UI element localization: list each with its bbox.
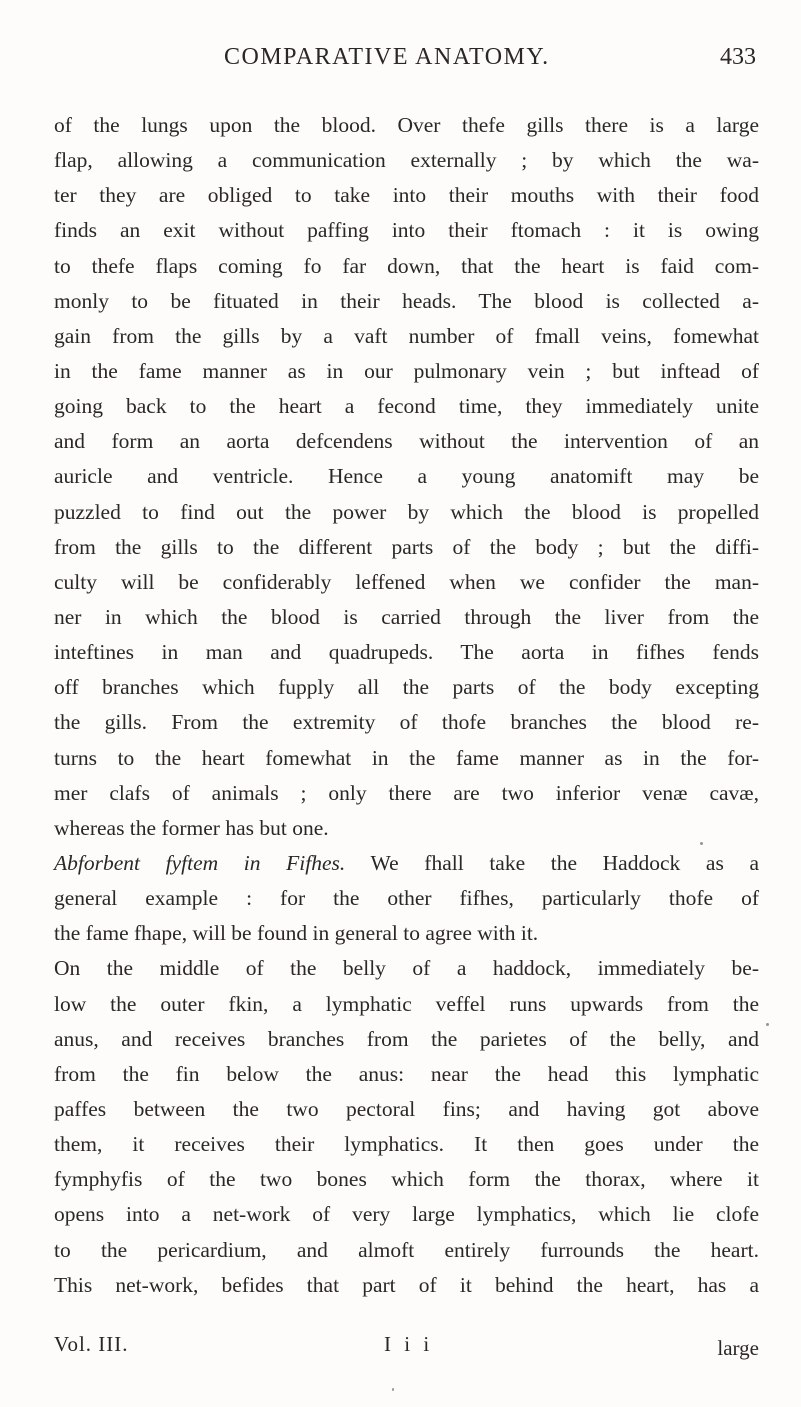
page-footer [54, 1332, 759, 1366]
text-line: ner in which the blood is carried through the liver from the [54, 604, 759, 629]
text-line: puzzled to find out the power by which the blood is propelled [54, 499, 759, 524]
text-line: turns to the heart fomewhat in the fame manner as in the for- [54, 745, 759, 770]
text-line: gain from the gills by a vaft number of fmall veins, fomewhat [54, 323, 759, 348]
text-line: whereas the former has but one. [54, 815, 329, 840]
text-line: paffes between the two pectoral fins; and having got above [54, 1096, 759, 1121]
volume-label: Vol. III. [54, 1332, 129, 1356]
text-line: monly to be fituated in their heads. The blood is collected a- [54, 288, 759, 313]
section-heading-line [54, 846, 759, 881]
text-line: general example : for the other fifhes, particularly thofe of [54, 886, 759, 911]
text-line: the fame fhape, will be found in general to agree with it. [54, 921, 539, 946]
text-line: and form an aorta defcendens without the intervention of an [54, 429, 759, 454]
signature-mark: I i i [384, 1332, 434, 1356]
section-heading-continuation: We fhall take the Haddock as a [345, 850, 759, 875]
text-line: auricle and ventricle. Hence a young anatomift may be [54, 464, 759, 489]
text-line: them, it receives their lymphatics. It then goes under the [54, 1132, 759, 1157]
text-line: On the middle of the belly of a haddock, immediately be- [54, 956, 759, 981]
text-line: fymphyfis of the two bones which form the thorax, where it [54, 1167, 759, 1192]
text-line: low the outer fkin, a lymphatic veffel runs upwards from the [54, 991, 759, 1016]
running-title: COMPARATIVE ANATOMY. [224, 44, 550, 70]
catchword: large [717, 1336, 759, 1360]
text-line: anus, and receives branches from the parietes of the belly, and [54, 1026, 759, 1051]
text-line: mer clafs of animals ; only there are two inferior venæ cavæ, [54, 780, 759, 805]
text-line: off branches which fupply all the parts of the body excepting [54, 675, 759, 700]
text-line: to the pericardium, and almoft entirely furrounds the heart. [54, 1237, 759, 1262]
text-line: opens into a net-work of very large lymphatics, which lie clofe [54, 1202, 759, 1227]
text-line: culty will be confiderably leffened when we confider the man- [54, 569, 759, 594]
paper-speck [766, 1023, 769, 1026]
text-line: from the fin below the anus: near the head this lymphatic [54, 1061, 759, 1086]
text-line: ter they are obliged to take into their mouths with their food [54, 183, 759, 208]
text-line: finds an exit without paffing into their ftomach : it is owing [54, 218, 759, 243]
paper-speck [392, 1388, 394, 1391]
text-line: going back to the heart a fecond time, they immediately unite [54, 394, 759, 419]
text-line: the gills. From the extremity of thofe branches the blood re- [54, 710, 759, 735]
text-line: This net-work, befides that part of it behind the heart, has a [54, 1272, 759, 1297]
paper-speck [700, 842, 703, 845]
text-line: to thefe flaps coming fo far down, that the heart is faid com- [54, 253, 759, 278]
text-line: in the fame manner as in our pulmonary vein ; but inftead of [54, 358, 759, 383]
text-line: inteftines in man and quadrupeds. The aorta in fifhes fends [54, 640, 759, 665]
text-line: flap, allowing a communication externally ; by which the wa- [54, 148, 759, 173]
text-line: of the lungs upon the blood. Over thefe gills there is a large [54, 113, 759, 137]
running-head [0, 44, 801, 80]
page-number: 433 [720, 44, 756, 70]
text-line: from the gills to the different parts of the body ; but the diffi- [54, 534, 759, 559]
body-text [54, 108, 759, 1303]
section-heading: Abforbent fyftem in Fifhes. [54, 850, 346, 875]
